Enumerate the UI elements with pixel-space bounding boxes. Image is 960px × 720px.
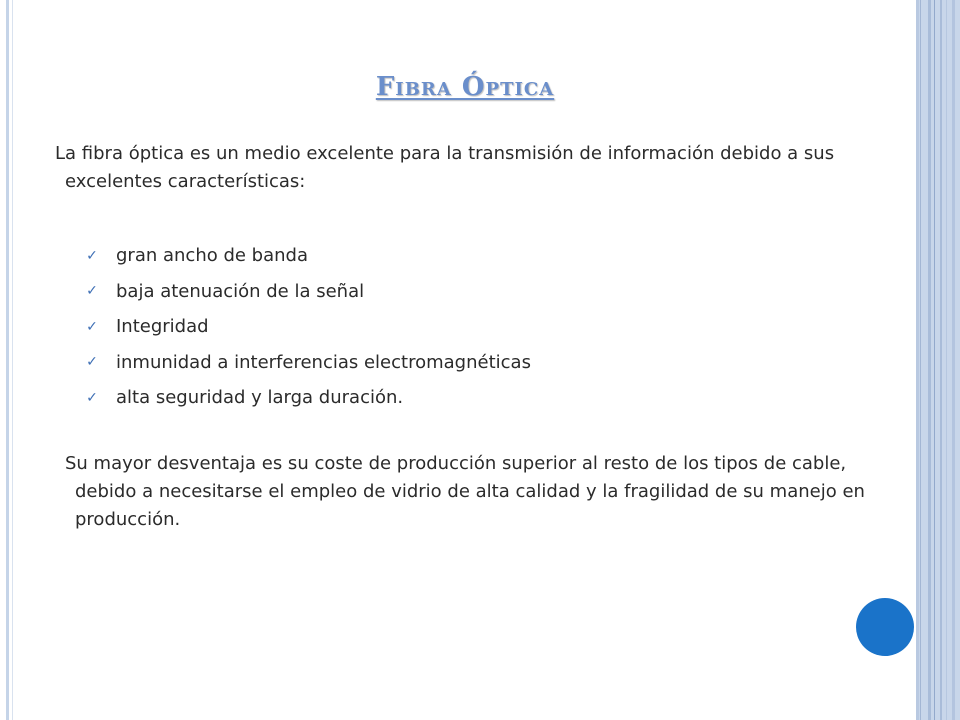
check-icon: ✓ xyxy=(86,389,98,406)
band-stripe xyxy=(952,0,955,720)
decorative-circle xyxy=(856,598,914,656)
list-item-text: Integridad xyxy=(116,316,209,338)
list-item xyxy=(85,345,531,381)
band-stripe xyxy=(916,0,919,720)
slide-title: Fibra Óptica xyxy=(375,72,555,103)
check-icon: ✓ xyxy=(86,354,98,371)
list-item-text: baja atenuación de la señal xyxy=(116,280,365,302)
list-item xyxy=(85,238,531,274)
right-decorative-band xyxy=(916,0,960,720)
conclusion-paragraph: Su mayor desventaja es su coste de producción superior al resto de los tipos de cable, debido a necesitarse el empleo de vidrio de alta calidad y la fragilidad de su manejo en producción. xyxy=(65,453,865,530)
list-item-text: gran ancho de banda xyxy=(116,245,309,267)
band-stripe xyxy=(946,0,947,720)
check-icon: ✓ xyxy=(86,247,98,264)
left-border-line-thin xyxy=(12,0,13,720)
band-stripe xyxy=(934,0,935,720)
check-icon: ✓ xyxy=(86,283,98,300)
intro-paragraph: La fibra óptica es un medio excelente para la transmisión de información debido a sus excelentes características: xyxy=(55,143,835,192)
left-border-line xyxy=(6,0,9,720)
feature-list xyxy=(85,238,531,416)
check-icon: ✓ xyxy=(86,318,98,335)
list-item-text: alta seguridad y larga duración. xyxy=(116,387,404,409)
list-item xyxy=(85,309,531,345)
list-item xyxy=(85,274,531,310)
list-item-text: inmunidad a interferencias electromagnéticas xyxy=(116,351,531,373)
band-stripe xyxy=(920,0,921,720)
band-stripe xyxy=(940,0,942,720)
band-stripe xyxy=(928,0,931,720)
list-item xyxy=(85,380,531,416)
